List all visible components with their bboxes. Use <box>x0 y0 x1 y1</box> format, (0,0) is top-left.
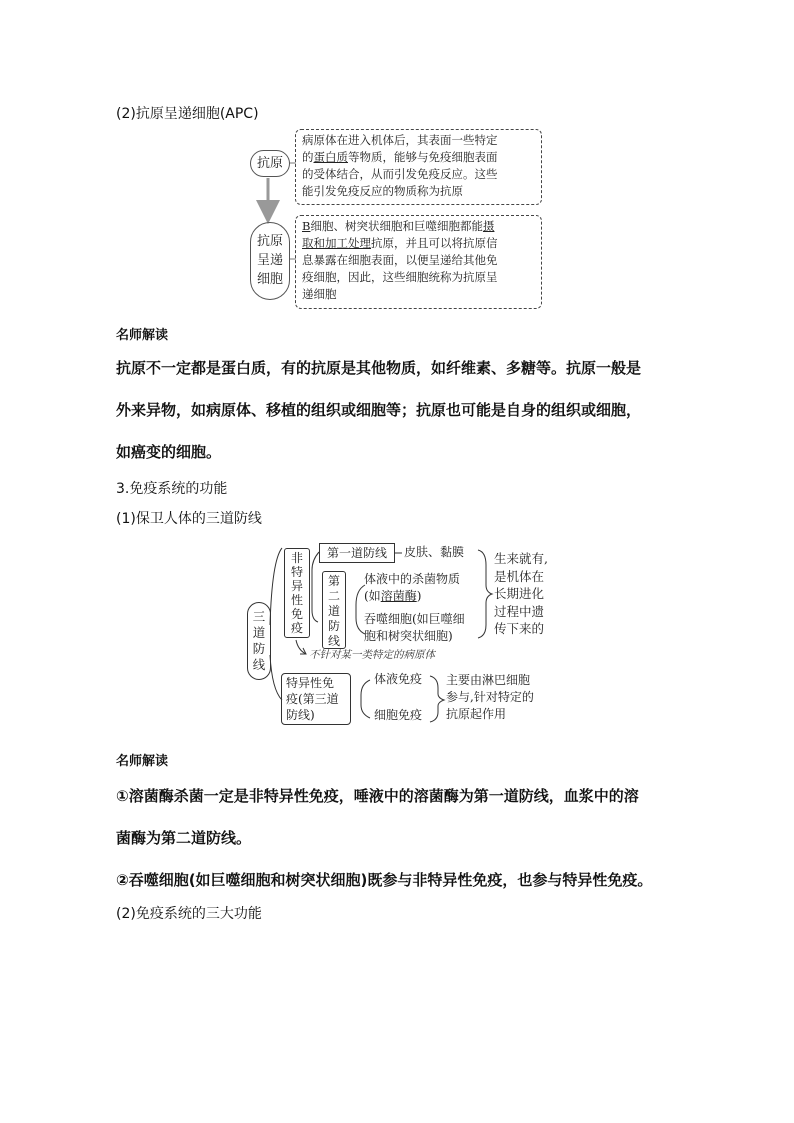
innate-note-line: 过程中遗 <box>494 603 545 619</box>
three-lines-root <box>247 602 271 680</box>
apc-desc-line: 息暴露在细胞表面，以便呈递给其他免 <box>302 253 498 267</box>
apc-node-char: 呈递 <box>256 253 283 268</box>
specific-box-line: 特异性免 <box>286 676 335 690</box>
second-line-fluid-line: (如溶菌酶) <box>364 589 422 603</box>
apc-node-char: 细胞 <box>256 272 283 287</box>
note1-line: 外来异物，如病原体、移植的组织或细胞等；抗原也可能是自身的组织或细胞， <box>116 401 642 419</box>
root-char: 道 <box>252 625 266 640</box>
innate-note <box>494 550 548 638</box>
first-line-detail: 皮肤、黏膜 <box>404 545 465 559</box>
specific-note-line: 主要由淋巴细胞 <box>446 673 531 687</box>
innate-note-line: 是机体在 <box>494 568 545 584</box>
nonspecific-char: 异 <box>290 579 303 593</box>
specific-note-brace <box>430 676 444 722</box>
phagocyte-line: 吞噬细胞(如巨噬细 <box>364 612 465 626</box>
root-to-nonspecific-brace <box>270 548 282 625</box>
note1-line: 如癌变的细胞。 <box>116 443 222 461</box>
cellular-immunity: 细胞免疫 <box>374 708 423 722</box>
section3-title: 3.免疫系统的功能 <box>116 481 228 497</box>
root-char: 防 <box>252 641 266 656</box>
innate-note-line: 长期进化 <box>494 586 545 601</box>
specific-note <box>446 672 534 723</box>
three-functions-title: (2)免疫系统的三大功能 <box>116 906 262 922</box>
apc-desc-line: B细胞、树突状细胞和巨噬细胞都能摄 <box>302 219 495 233</box>
note2-line: ②吞噬细胞(如巨噬细胞和树突状细胞)既参与非特异性免疫，也参与特异性免疫。 <box>116 871 653 889</box>
innate-note-line: 传下来的 <box>494 621 545 636</box>
antigen-desc-line: 的蛋白质等物质，能够与免疫细胞表面 <box>302 150 498 164</box>
nonspecific-char: 非 <box>290 551 303 565</box>
apc-desc-line: 疫细胞，因此，这些细胞统称为抗原呈 <box>302 270 498 284</box>
nonspecific-char: 性 <box>290 593 303 607</box>
nonspecific-char: 免 <box>290 607 303 621</box>
second-line-phagocyte <box>364 611 465 645</box>
nonspecific-char: 疫 <box>290 621 303 635</box>
antigen-desc-line: 的受体结合，从而引发免疫反应。这些 <box>302 167 498 181</box>
specific-box-line: 疫(第三道 <box>286 692 339 706</box>
teacher-note-label: 名师解读 <box>116 754 169 769</box>
specific-note-line: 抗原起作用 <box>446 707 507 721</box>
root-char: 三 <box>252 609 266 624</box>
innate-brace <box>478 550 492 638</box>
note2-line: ①溶菌酶杀菌一定是非特异性免疫，唾液中的溶菌酶为第一道防线，血浆中的溶 <box>116 787 639 805</box>
antigen-node-label: 抗原 <box>256 156 283 171</box>
antigen-desc-line: 病原体在进入机体后，其表面一些特定 <box>302 133 498 147</box>
antigen-desc-line: 能引发免疫反应的物质称为抗原 <box>302 184 463 198</box>
second-line-char: 道 <box>327 604 340 618</box>
nonspecific-char: 特 <box>290 565 303 579</box>
second-line-char: 线 <box>327 634 340 648</box>
note1-line: 抗原不一定都是蛋白质，有的抗原是其他物质，如纤维素、多糖等。抗原一般是 <box>116 359 642 377</box>
handwritten-note: 不针对某一类特定的病原体 <box>309 649 435 661</box>
second-line-char: 二 <box>327 589 340 603</box>
second-line-box <box>322 571 346 649</box>
second-line-char: 防 <box>327 619 340 633</box>
specific-note-line: 参与,针对特定的 <box>446 690 534 704</box>
second-line-fluid <box>364 571 460 605</box>
apc-section-title: (2)抗原呈递细胞(APC) <box>116 106 259 122</box>
second-line-fluid-line: 体液中的杀菌物质 <box>364 572 461 586</box>
specific-brace <box>361 680 370 718</box>
phagocyte-line: 胞和树突状细胞) <box>364 629 453 643</box>
nonspecific-brace <box>312 552 319 622</box>
innate-note-line: 生来就有, <box>494 551 548 566</box>
apc-desc-line: 递细胞 <box>302 287 337 301</box>
handwritten-arrow-head <box>300 648 306 654</box>
root-char: 线 <box>252 657 266 672</box>
defense-lines-title: (1)保卫人体的三道防线 <box>116 511 262 527</box>
apc-node-char: 抗原 <box>256 234 283 249</box>
humoral-immunity: 体液免疫 <box>374 672 423 686</box>
second-line-char: 第 <box>327 574 340 588</box>
apc-desc-line: 取和加工处理抗原，并且可以将抗原信 <box>302 236 498 250</box>
specific-immunity-box <box>281 673 351 725</box>
note2-line: 菌酶为第二道防线。 <box>116 829 252 847</box>
teacher-note-label: 名师解读 <box>116 328 169 343</box>
specific-box-line: 防线) <box>286 708 315 722</box>
nonspecific-immunity-box <box>284 548 310 638</box>
first-line-box: 第一道防线 <box>319 543 395 563</box>
